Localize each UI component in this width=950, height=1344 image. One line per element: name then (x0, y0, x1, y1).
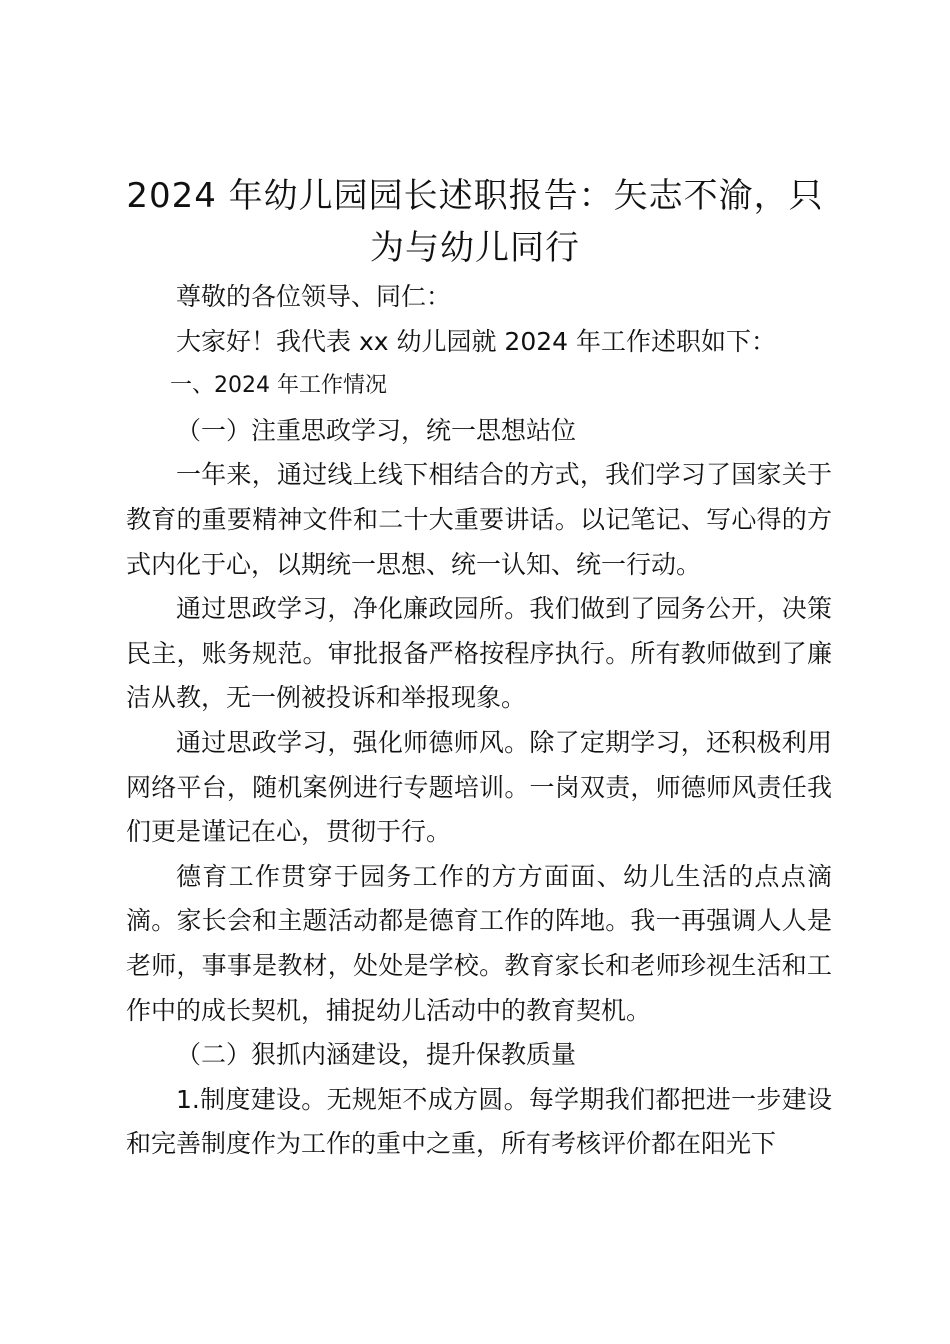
document-body (126, 275, 832, 1167)
section-heading: 一、2024 年工作情况 (170, 373, 387, 399)
paragraph: 一年来，通过线上线下相结合的方式，我们学习了国家关于教育的重要精神文件和二十大重要讲话。以记笔记、写心得的方式内化于心，以期统一思想、统一认知、统一行动。 (126, 460, 832, 579)
paragraph: 1.制度建设。无规矩不成方圆。每学期我们都把进一步建设和完善制度作为工作的重中之重，所有考核评价都在阳光下 (126, 1084, 832, 1159)
paragraph: 通过思政学习，净化廉政园所。我们做到了园务公开，决策民主，账务规范。审批报备严格按程序执行。所有教师做到了廉洁从教，无一例被投诉和举报现象。 (126, 594, 832, 713)
salutation: 尊敬的各位领导、同仁： (176, 282, 452, 311)
subsection-heading: （一）注重思政学习，统一思想站位 (176, 415, 577, 445)
document-title: 2024 年幼儿园园长述职报告：矢志不渝，只为与幼儿同行 (126, 176, 824, 268)
paragraph: 通过思政学习，强化师德师风。除了定期学习，还积极利用网络平台，随机案例进行专题培训。一岗双责，师德师风责任我们更是谨记在心，贯彻于行。 (126, 727, 832, 847)
subsection-heading: （二）狠抓内涵建设，提升保教质量 (176, 1040, 577, 1070)
opening-line: 大家好！我代表 xx 幼儿园就 2024 年工作述职如下： (176, 326, 777, 356)
paragraph: 德育工作贯穿于园务工作的方方面面、幼儿生活的点点滴滴。家长会和主题活动都是德育工作的阵地。我一再强调人人是老师，事事是教材，处处是学校。教育家长和老师珍视生活和工作中的成长契机，捕捉幼儿活动中的教育契机。 (126, 861, 832, 1025)
